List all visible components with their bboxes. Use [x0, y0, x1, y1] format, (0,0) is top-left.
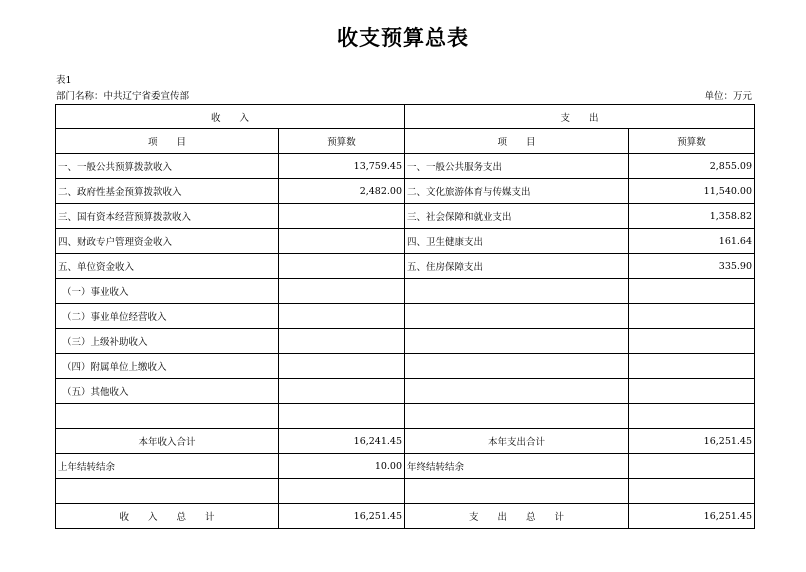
income-total-value: 16,251.45	[279, 504, 405, 529]
expense-label: 四、卫生健康支出	[405, 229, 629, 254]
empty-cell	[405, 479, 629, 504]
expense-label: 三、社会保障和就业支出	[405, 204, 629, 229]
income-subtotal-value: 16,241.45	[279, 429, 405, 454]
expense-label	[405, 279, 629, 304]
expense-label: 一、一般公共服务支出	[405, 154, 629, 179]
income-label: 四、财政专户管理资金收入	[56, 229, 279, 254]
income-label: （五）其他收入	[56, 379, 279, 404]
expense-label	[405, 329, 629, 354]
income-label: （四）附属单位上缴收入	[56, 354, 279, 379]
income-carryover-label: 上年结转结余	[56, 454, 279, 479]
expense-value: 11,540.00	[629, 179, 755, 204]
expense-total-label: 支 出 总 计	[405, 504, 629, 529]
expense-value	[629, 379, 755, 404]
table-row	[56, 204, 755, 229]
income-value	[279, 329, 405, 354]
expense-value	[629, 404, 755, 429]
expense-value	[629, 304, 755, 329]
income-value: 2,482.00	[279, 179, 405, 204]
expense-label: 五、住房保障支出	[405, 254, 629, 279]
page-title: 收支预算总表	[337, 26, 469, 50]
table-row	[56, 304, 755, 329]
table-row	[56, 329, 755, 354]
expense-label	[405, 379, 629, 404]
income-value	[279, 229, 405, 254]
unit-label: 单位：万元	[704, 91, 752, 102]
table-row	[56, 404, 755, 429]
table-row	[56, 279, 755, 304]
income-value	[279, 379, 405, 404]
income-label: 五、单位资金收入	[56, 254, 279, 279]
table-row	[56, 179, 755, 204]
expense-total-value: 16,251.45	[629, 504, 755, 529]
income-section-header: 收 入	[56, 105, 405, 129]
income-value	[279, 279, 405, 304]
expense-carryover-label: 年终结转结余	[405, 454, 629, 479]
expense-value	[629, 354, 755, 379]
empty-cell	[56, 479, 279, 504]
income-carryover-value: 10.00	[279, 454, 405, 479]
expense-value: 161.64	[629, 229, 755, 254]
expense-section-header: 支 出	[405, 105, 755, 129]
income-total-label: 收 入 总 计	[56, 504, 279, 529]
expense-value: 335.90	[629, 254, 755, 279]
table-row	[56, 354, 755, 379]
empty-cell	[629, 479, 755, 504]
income-value	[279, 404, 405, 429]
subtotal-row	[56, 429, 755, 454]
expense-label: 二、文化旅游体育与传媒支出	[405, 179, 629, 204]
carryover-row	[56, 454, 755, 479]
income-label: 三、国有资本经营预算拨款收入	[56, 204, 279, 229]
budget-table	[55, 104, 755, 529]
expense-value: 1,358.82	[629, 204, 755, 229]
table-row	[56, 479, 755, 504]
expense-label	[405, 404, 629, 429]
income-amount-header: 预算数	[279, 129, 405, 154]
income-subtotal-label: 本年收入合计	[56, 429, 279, 454]
expense-item-header: 项 目	[405, 129, 629, 154]
expense-subtotal-label: 本年支出合计	[405, 429, 629, 454]
expense-value	[629, 279, 755, 304]
section-header-row	[56, 105, 755, 129]
table-row	[56, 154, 755, 179]
expense-label	[405, 304, 629, 329]
department-name: 部门名称：中共辽宁省委宣传部	[56, 91, 190, 102]
table-row	[56, 254, 755, 279]
income-label: （二）事业单位经营收入	[56, 304, 279, 329]
income-item-header: 项 目	[56, 129, 279, 154]
income-value	[279, 354, 405, 379]
income-value	[279, 304, 405, 329]
income-label: （三）上级补助收入	[56, 329, 279, 354]
income-label	[56, 404, 279, 429]
expense-subtotal-value: 16,251.45	[629, 429, 755, 454]
total-row	[56, 504, 755, 529]
column-header-row	[56, 129, 755, 154]
table-row	[56, 379, 755, 404]
income-value	[279, 254, 405, 279]
expense-label	[405, 354, 629, 379]
expense-amount-header: 预算数	[629, 129, 755, 154]
income-label: （一）事业收入	[56, 279, 279, 304]
income-value: 13,759.45	[279, 154, 405, 179]
income-value	[279, 204, 405, 229]
expense-value	[629, 329, 755, 354]
expense-value: 2,855.09	[629, 154, 755, 179]
expense-carryover-value	[629, 454, 755, 479]
empty-cell	[279, 479, 405, 504]
table-row	[56, 229, 755, 254]
income-label: 二、政府性基金预算拨款收入	[56, 179, 279, 204]
income-label: 一、一般公共预算拨款收入	[56, 154, 279, 179]
table-number: 表1	[56, 75, 72, 86]
